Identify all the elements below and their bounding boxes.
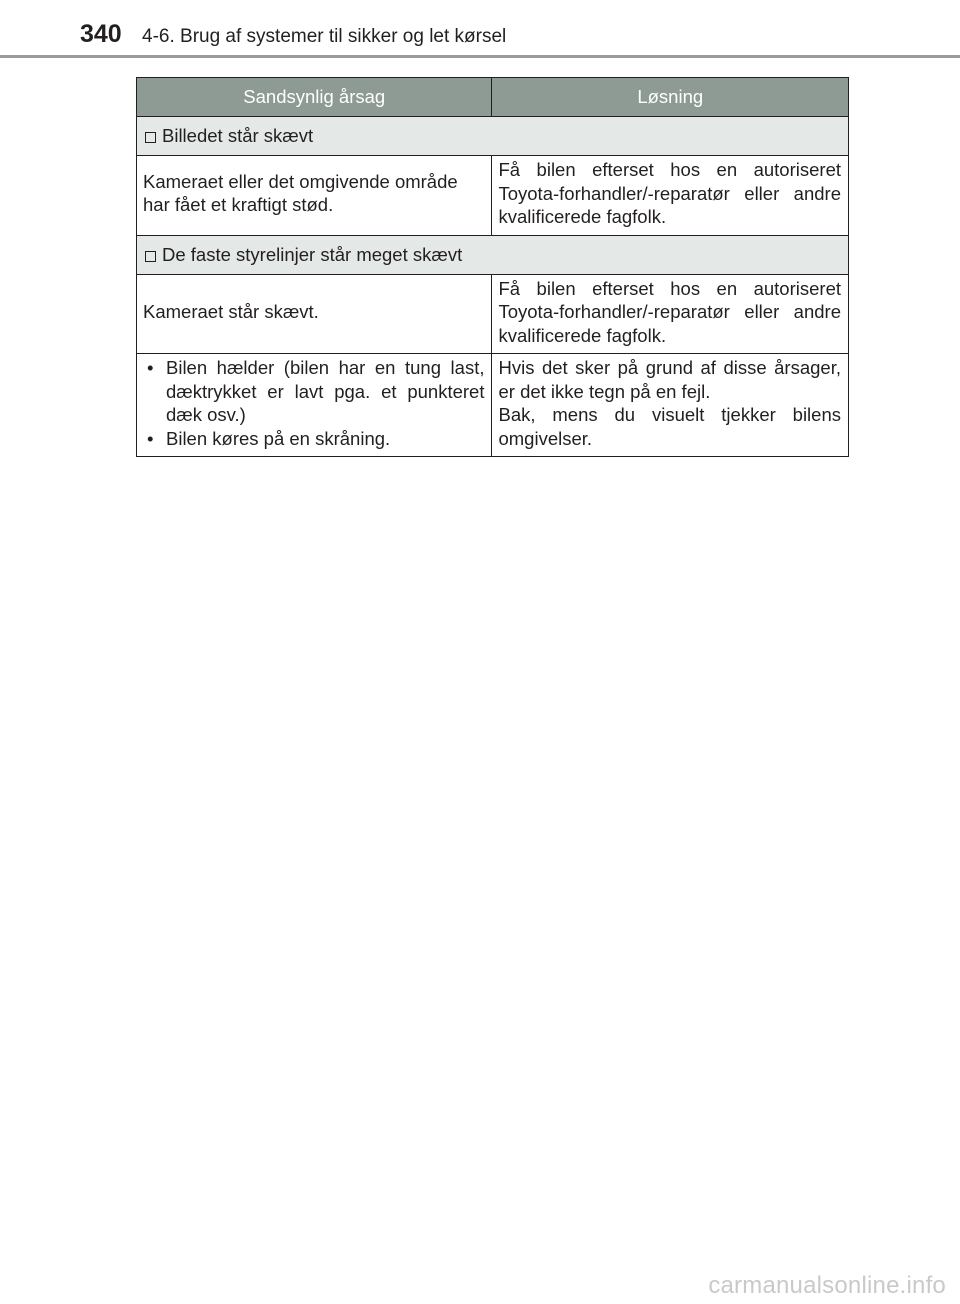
footer-watermark: carmanualsonline.info: [708, 1272, 946, 1299]
cause-text: Kameraet står skævt.: [143, 301, 319, 322]
symptom-row: [137, 235, 849, 274]
section-title: 4-6. Brug af systemer til sikker og let kørsel: [142, 26, 507, 47]
cause-cell: [137, 354, 492, 457]
cause-text: Kameraet eller det omgivende område har fået et kraftigt stød.: [143, 170, 458, 216]
cause-bullet-list: [143, 356, 484, 450]
list-item: • Bilen hælder (bilen har en tung last, dæktrykket er lavt pga. et punkteret dæk osv.): [143, 356, 484, 427]
solution-cell: [492, 156, 849, 236]
column-header-cause: Sandsynlig årsag: [137, 78, 492, 117]
column-header-solution: Løsning: [492, 78, 849, 117]
symptom-row: [137, 117, 849, 156]
table-row: [137, 274, 849, 354]
solution-text: Få bilen efterset hos en autoriseret Toyota-forhandler/-reparatør eller andre kvalificerede fagfolk.: [498, 159, 841, 227]
solution-text: Hvis det sker på grund af disse årsager, er det ikke tegn på en fejl.: [498, 357, 841, 402]
solution-cell: [492, 274, 849, 354]
symptom-cell: [137, 117, 849, 156]
table-row: [137, 156, 849, 236]
symptom-cell: [137, 235, 849, 274]
symptom-label: De faste styrelinjer står meget skævt: [162, 243, 463, 265]
checkbox-icon: [145, 132, 156, 143]
table-row: [137, 354, 849, 457]
troubleshooting-table: [136, 77, 849, 457]
page-header: [0, 0, 960, 48]
cause-cell: [137, 156, 492, 236]
symptom-label: Billedet står skævt: [162, 125, 314, 147]
header-divider: [0, 55, 960, 58]
table-header-row: [137, 78, 849, 117]
solution-text: Få bilen efterset hos en autoriseret Toyota-forhandler/-reparatør eller andre kvalificerede fagfolk.: [498, 277, 841, 346]
solution-cell: [492, 354, 849, 457]
cause-cell: [137, 274, 492, 354]
checkbox-icon: [145, 251, 156, 262]
page-number: 340: [80, 20, 122, 48]
list-item: • Bilen køres på en skråning.: [143, 427, 484, 451]
solution-text: Bak, mens du visuelt tjekker bilens omgivelser.: [498, 404, 841, 449]
